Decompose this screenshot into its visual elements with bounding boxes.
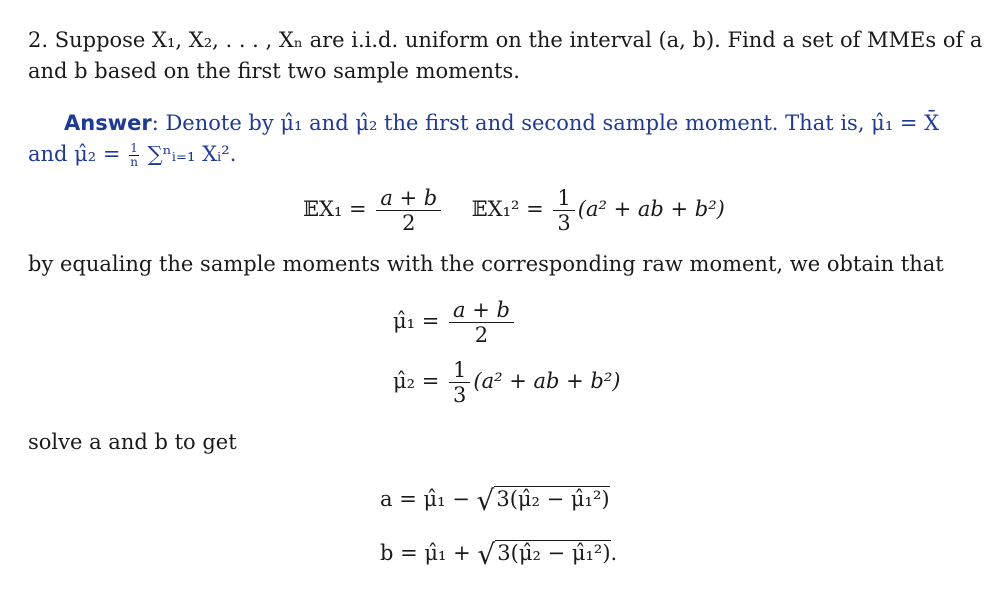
answer-fraction <box>129 142 139 169</box>
solve-text: solve a and b to get <box>28 430 237 454</box>
a-lhs: a = μ̂₁ − <box>380 487 470 511</box>
problem-line-1: 2. Suppose X₁, X₂, . . . , Xₙ are i.i.d. uniform on the interval (a, b). Find a set of MMEs of a <box>28 28 983 52</box>
mu1-fraction <box>449 298 514 347</box>
mu1-lhs: μ̂₁ = <box>393 309 440 333</box>
ex1-lhs: 𝔼X₁ = <box>303 197 367 221</box>
ex2-num: 1 <box>553 186 574 211</box>
answer-line-2 <box>28 140 236 169</box>
sqrt-icon: √ <box>476 484 495 517</box>
mu1-equation <box>393 298 517 347</box>
expectation-equations <box>303 186 725 235</box>
answer-line2-prefix: and μ̂₂ = <box>28 142 121 166</box>
ex1-den: 2 <box>402 211 416 235</box>
b-end: . <box>610 541 618 565</box>
answer-fraction-num: 1 <box>130 141 138 155</box>
mu2-rest: (a² + ab + b²) <box>473 369 621 393</box>
ex2-fraction <box>553 186 574 235</box>
b-lhs: b = μ̂₁ + <box>380 541 471 565</box>
sqrt-icon: √ <box>477 538 496 571</box>
a-radicand: 3(μ̂₂ − μ̂₁²) <box>496 487 610 511</box>
ex1-num: a + b <box>376 186 441 211</box>
mu1-den: 2 <box>474 323 489 347</box>
b-radicand: 3(μ̂₂ − μ̂₁²) <box>497 541 611 565</box>
a-solution <box>380 484 610 517</box>
answer-line-1 <box>64 109 939 137</box>
mu2-fraction <box>449 358 470 407</box>
problem-line-2: and b based on the first two sample moments. <box>28 59 520 83</box>
answer-label: Answer <box>64 111 152 135</box>
mu2-lhs: μ̂₂ = <box>393 369 440 393</box>
mu2-num: 1 <box>449 358 470 383</box>
ex2-rest: (a² + ab + b²) <box>577 197 725 221</box>
ex2-den: 3 <box>557 211 571 235</box>
answer-intro: : Denote by μ̂₁ and μ̂₂ the first and second sample moment. That is, μ̂₁ = X̄ <box>151 111 940 135</box>
b-solution <box>380 538 617 571</box>
ex2-lhs: 𝔼X₁² = <box>471 197 544 221</box>
mu2-den: 3 <box>453 383 467 407</box>
equaling-text: by equaling the sample moments with the corresponding raw moment, we obtain that <box>28 252 944 276</box>
mu2-equation <box>393 358 620 407</box>
mu1-num: a + b <box>449 298 514 323</box>
answer-line2-suffix: ∑ⁿᵢ₌₁ Xᵢ². <box>147 142 237 166</box>
ex1-fraction <box>376 186 441 235</box>
answer-fraction-den: n <box>130 155 138 169</box>
